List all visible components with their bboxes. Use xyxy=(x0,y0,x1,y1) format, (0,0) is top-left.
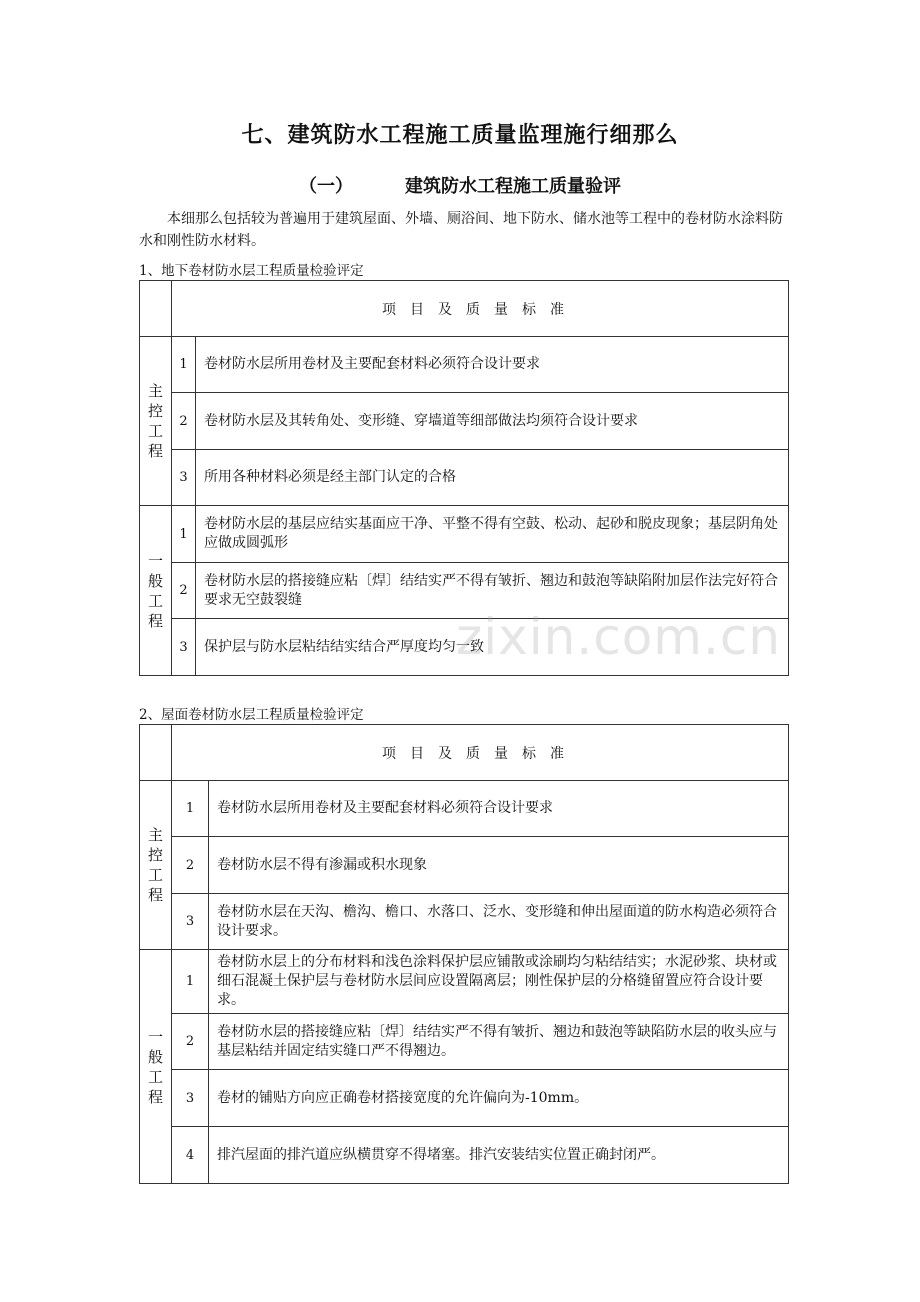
table-row xyxy=(140,894,789,950)
section-subtitle xyxy=(0,172,920,198)
item-number: 3 xyxy=(172,894,209,950)
section-heading: 建筑防水工程施工质量验评 xyxy=(405,176,621,197)
item-number: 3 xyxy=(172,619,196,676)
header-corner-cell xyxy=(140,281,172,337)
table2-caption: 2、屋面卷材防水层工程质量检验评定 xyxy=(139,707,364,723)
table-header-cell: 项目及质量标准 xyxy=(172,281,789,337)
table-header-cell: 项目及质量标准 xyxy=(172,725,789,781)
item-text: 卷材防水层所用卷材及主要配套材料必须符合设计要求 xyxy=(196,337,789,393)
table-row xyxy=(140,506,789,563)
intro-paragraph: 本细那么包括较为普遍用于建筑屋面、外墙、厕浴间、地下防水、储水池等工程中的卷材防水涂料防水和刚性防水材料。 xyxy=(139,211,783,249)
item-number: 2 xyxy=(172,1014,209,1070)
table2-roof-membrane xyxy=(139,724,789,1184)
table-row xyxy=(140,337,789,393)
item-number: 2 xyxy=(172,837,209,894)
watermark: zixin.com.cn xyxy=(456,608,782,666)
item-number: 1 xyxy=(172,781,209,837)
item-text: 卷材防水层的基层应结实基面应干净、平整不得有空鼓、松动、起砂和脱皮现象；基层阴角处应做成圆弧形 xyxy=(196,506,789,563)
item-text: 排汽屋面的排汽道应纵横贯穿不得堵塞。排汽安装结实位置正确封闭严。 xyxy=(209,1127,789,1184)
table-row xyxy=(140,393,789,450)
table-row xyxy=(140,837,789,894)
item-number: 1 xyxy=(172,337,196,393)
item-text: 卷材的铺贴方向应正确卷材搭接宽度的允许偏向为-10mm。 xyxy=(209,1070,789,1127)
header-corner-cell xyxy=(140,725,172,781)
item-number: 2 xyxy=(172,563,196,619)
item-text: 卷材防水层的搭接缝应粘〔焊〕结结实严不得有皱折、翘边和鼓泡等缺陷附加层作法完好符合要求无空鼓裂缝 xyxy=(196,563,789,619)
table-row xyxy=(140,950,789,1014)
table-row xyxy=(140,1127,789,1184)
item-text: 卷材防水层所用卷材及主要配套材料必须符合设计要求 xyxy=(209,781,789,837)
table-row xyxy=(140,1014,789,1070)
item-number: 1 xyxy=(172,950,209,1014)
table-header-row xyxy=(140,725,789,781)
main-control-label: 主 控 工 程 xyxy=(140,781,172,950)
item-text: 保护层与防水层粘结结实结合严厚度均匀一致 xyxy=(196,619,789,676)
item-number: 4 xyxy=(172,1127,209,1184)
main-control-label: 主 控 工 程 xyxy=(140,337,172,506)
item-text: 卷材防水层在天沟、檐沟、檐口、水落口、泛水、变形缝和伸出屋面道的防水构造必须符合设计要求。 xyxy=(209,894,789,950)
general-item-label: 一 般 工 程 xyxy=(140,950,172,1184)
item-number: 3 xyxy=(172,1070,209,1127)
item-text: 卷材防水层的搭接缝应粘〔焊〕结结实严不得有皱折、翘边和鼓泡等缺陷防水层的收头应与基层粘结并固定结实缝口严不得翘边。 xyxy=(209,1014,789,1070)
table-row xyxy=(140,1070,789,1127)
table1-caption: 1、地下卷材防水层工程质量检验评定 xyxy=(139,263,364,279)
item-number: 3 xyxy=(172,450,196,506)
table-row xyxy=(140,781,789,837)
item-text: 卷材防水层及其转角处、变形缝、穿墙道等细部做法均须符合设计要求 xyxy=(196,393,789,450)
item-number: 2 xyxy=(172,393,196,450)
table-header-row xyxy=(140,281,789,337)
item-text: 卷材防水层上的分布材料和浅色涂料保护层应铺散或涂刷均匀粘结结实；水泥砂浆、块材或细石混凝土保护层与卷材防水层间应设置隔离层；刚性保护层的分格缝留置应符合设计要求。 xyxy=(209,950,789,1014)
item-number: 1 xyxy=(172,506,196,563)
item-text: 所用各种材料必须是经主部门认定的合格 xyxy=(196,450,789,506)
item-text: 卷材防水层不得有渗漏或积水现象 xyxy=(209,837,789,894)
general-item-label: 一 般 工 程 xyxy=(140,506,172,676)
table-row xyxy=(140,450,789,506)
document-title: 七、建筑防水工程施工质量监理施行细那么 xyxy=(241,122,679,148)
section-number: （一） xyxy=(299,176,353,197)
